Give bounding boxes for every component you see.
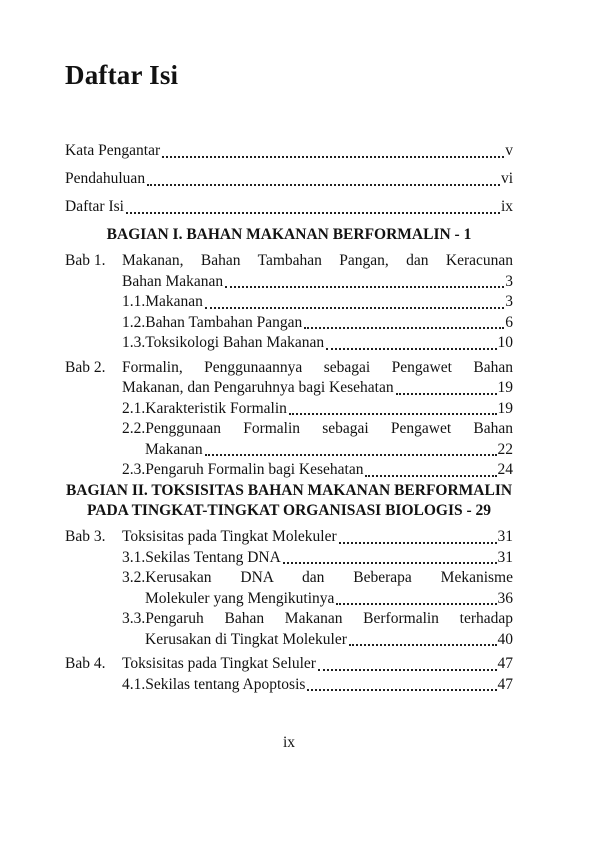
subchapter-entry: [122, 313, 513, 334]
toc-entry-line: [122, 313, 513, 334]
section-heading-line: BAGIAN II. TOKSISITAS BAHAN MAKANAN BERFORMALIN: [65, 481, 513, 499]
entry-title: Sekilas tentang Apoptosis: [145, 675, 306, 693]
entry-page-number: vi: [500, 170, 513, 187]
toc-entry-line: [122, 654, 513, 675]
dot-leader: [289, 413, 497, 415]
chapter-title-block: [122, 358, 513, 481]
chapter-label: Bab 1.: [65, 252, 106, 269]
entry-title: Pendahuluan: [65, 170, 146, 187]
dot-leader: [307, 689, 496, 691]
dot-leader: [396, 393, 497, 395]
subchapter-entry: [122, 675, 513, 696]
entry-page-number: 47: [497, 675, 513, 693]
dot-leader: [162, 156, 504, 158]
entry-title: Kerusakan di Tingkat Molekuler: [145, 630, 347, 648]
entry-page-number: 19: [497, 399, 513, 417]
subchapter-line: [122, 609, 513, 630]
dot-leader: [339, 542, 497, 544]
entry-title: Makanan, dan Pengaruhnya bagi Kesehatan: [122, 379, 394, 396]
toc-entry-line: [122, 333, 513, 354]
dot-leader: [225, 286, 504, 288]
toc-entry-line: [65, 141, 513, 162]
subchapter-entry: [122, 548, 513, 569]
entry-title: Toksisitas pada Tingkat Seluler: [122, 655, 316, 672]
subchapter-number: 1.2.: [122, 313, 146, 331]
entry-title: Toksikologi Bahan Makanan: [145, 334, 325, 351]
entry-page-number: 6: [505, 313, 513, 331]
toc-entry-line: [122, 399, 513, 420]
entry-page-number: 47: [497, 655, 513, 672]
subchapter-entry: [122, 292, 513, 313]
entry-title: Pengaruh Formalin bagi Kesehatan: [145, 461, 364, 478]
chapter-entry: [65, 251, 513, 354]
subchapter-entry: [122, 419, 513, 460]
chapter-title-block: [122, 251, 513, 354]
subchapter-number: 2.1.: [122, 399, 146, 417]
dot-leader: [318, 669, 497, 671]
chapter-entry: [65, 527, 513, 650]
subchapter-title: Pengaruh Bahan Makanan Berformalin terhadap: [145, 610, 513, 627]
chapter-entry: [65, 654, 513, 695]
entry-page-number: 24: [497, 461, 513, 478]
section-heading-line: BAGIAN I. BAHAN MAKANAN BERFORMALIN - 1: [106, 226, 472, 243]
subchapter-number: 3.3.: [122, 610, 146, 627]
entry-title: Makanan: [145, 293, 203, 310]
entry-page-number: 3: [505, 293, 513, 310]
entry-page-number: 36: [497, 589, 513, 607]
subchapter-title: Kerusakan DNA dan Beberapa Mekanisme: [145, 569, 513, 586]
chapter-label: Bab 4.: [65, 655, 106, 672]
entry-title: Sekilas Tentang DNA: [145, 548, 281, 566]
dot-leader: [304, 327, 504, 329]
dot-leader: [336, 603, 496, 605]
subchapter-number: 2.3.: [122, 461, 146, 478]
toc: [65, 141, 513, 695]
entry-page-number: ix: [500, 198, 513, 215]
chapter-label: Bab 2.: [65, 358, 106, 376]
entry-page-number: 31: [497, 548, 513, 566]
dot-leader: [205, 307, 504, 309]
chapter-title-line: Makanan, Bahan Tambahan Pangan, dan Keracunan: [122, 252, 513, 269]
toc-entry-line: [122, 272, 513, 293]
chapter-entry: [65, 358, 513, 481]
toc-entry-line: [65, 197, 513, 218]
entry-title: Bahan Makanan: [122, 272, 224, 290]
subchapter-number: 1.1.: [122, 293, 146, 310]
entry-page-number: 31: [497, 528, 513, 545]
toc-entry-line: [122, 548, 513, 569]
entry-page-number: 40: [497, 630, 513, 648]
entry-title: Karakteristik Formalin: [145, 399, 287, 417]
chapter-title-block: [122, 527, 513, 650]
toc-entry-line: [65, 169, 513, 190]
toc-entry-line: [122, 630, 513, 651]
entry-title: Toksisitas pada Tingkat Molekuler: [122, 528, 337, 545]
entry-page-number: 10: [497, 334, 513, 351]
entry-title: Molekuler yang Mengikutinya: [145, 589, 335, 607]
entry-title: Bahan Tambahan Pangan: [145, 313, 303, 331]
subchapter-entry: [122, 568, 513, 609]
dot-leader: [365, 475, 496, 477]
entry-page-number: 3: [505, 272, 513, 290]
entry-title: Daftar Isi: [65, 198, 124, 215]
chapter-label: Bab 3.: [65, 528, 106, 545]
subchapter-number: 3.2.: [122, 569, 146, 586]
toc-entry-line: [122, 292, 513, 313]
toc-entry-line: [122, 527, 513, 548]
dot-leader: [147, 184, 500, 186]
dot-leader: [326, 348, 496, 350]
subchapter-entry: [122, 333, 513, 354]
toc-entry-line: [122, 440, 513, 461]
chapter-title-block: [122, 654, 513, 695]
entry-title: Kata Pengantar: [65, 142, 161, 159]
dot-leader: [283, 562, 497, 564]
footer-page-number: ix: [282, 734, 296, 751]
toc-entry-line: [122, 378, 513, 399]
page-title: Daftar Isi: [65, 60, 179, 90]
dot-leader: [349, 644, 497, 646]
subchapter-number: 3.1.: [122, 548, 146, 566]
dot-leader: [205, 454, 497, 456]
toc-entry-line: [122, 589, 513, 610]
section-heading-line: PADA TINGKAT-TINGKAT ORGANISASI BIOLOGIS - 29: [86, 502, 492, 519]
entry-page-number: 19: [497, 379, 513, 396]
subchapter-entry: [122, 399, 513, 420]
subchapter-entry: [122, 609, 513, 650]
toc-entry-line: [122, 460, 513, 481]
subchapter-entry: [122, 460, 513, 481]
entry-page-number: 22: [497, 440, 513, 458]
entry-title: Makanan: [145, 440, 203, 458]
dot-leader: [126, 212, 500, 214]
subchapter-number: 1.3.: [122, 334, 146, 351]
entry-page-number: v: [505, 142, 513, 159]
section-heading: [65, 225, 513, 246]
chapter-title-line: Formalin, Penggunaannya sebagai Pengawet Bahan: [122, 358, 513, 376]
subchapter-number: 2.2.: [122, 420, 146, 437]
subchapter-number: 4.1.: [122, 675, 146, 693]
toc-entry-line: [122, 675, 513, 696]
subchapter-line: [122, 568, 513, 589]
subchapter-title: Penggunaan Formalin sebagai Pengawet Bahan: [145, 420, 513, 437]
subchapter-line: [122, 419, 513, 440]
section-heading: [65, 481, 513, 522]
